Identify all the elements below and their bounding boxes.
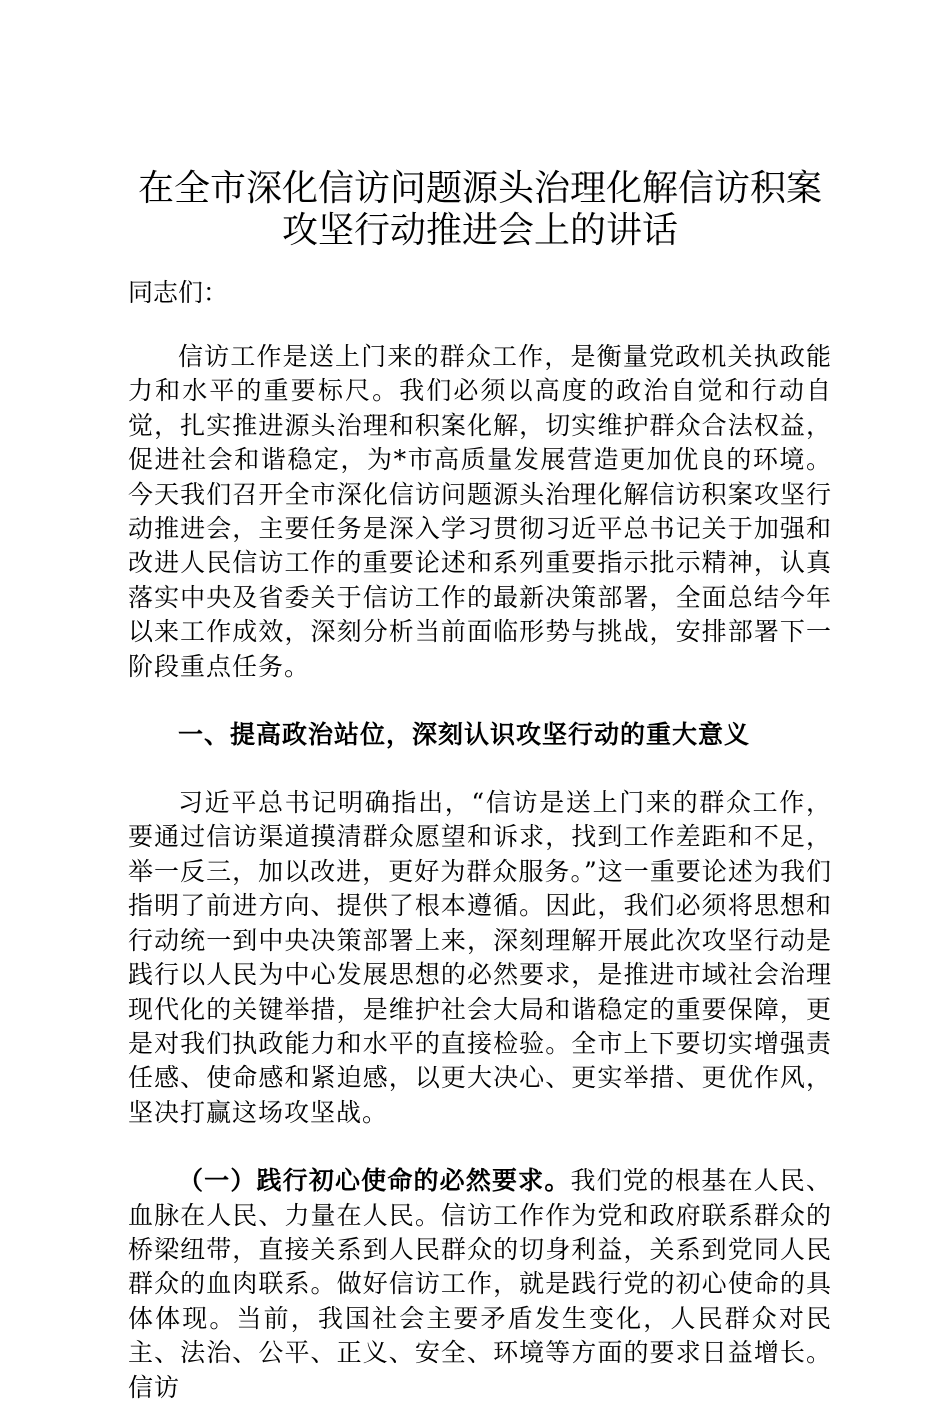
intro-paragraph: 信访工作是送上门来的群众工作，是衡量党政机关执政能力和水平的重要标尺。我们必须以高度的政治自觉和行动自觉，扎实推进源头治理和积案化解，切实维护群众合法权益，促进社会和谐稳定，为*市高质量发展营造更加优良的环境。今天我们召开全市深化信访问题源头治理化解信访积案攻坚行动推进会，主要任务是深入学习贯彻习近平总书记关于加强和改进人民信访工作的重要论述和系列重要指示批示精神，认真落实中央及省委关于信访工作的最新决策部署，全面总结今年以来工作成效，深刻分析当前面临形势与挑战，安排部署下一阶段重点任务。 [128,342,832,681]
subsection-1-body: 我们党的根基在人民、血脉在人民、力量在人民。信访工作作为党和政府联系群众的桥梁纽带，直接关系到人民群众的切身利益，关系到党同人民群众的血肉联系。做好信访工作，就是践行党的初心使命的具体体现。当前，我国社会主要矛盾发生变化，人民群众对民主、法治、公平、正义、安全、环境等方面的要求日益增长。信访 [128,1166,832,1402]
subsection-1-lead: （一）践行初心使命的必然要求。 [178,1166,571,1196]
greeting: 同志们： [128,278,229,307]
subsection-1-paragraph [128,1164,832,1405]
document-title: 在全市深化信访问题源头治理化解信访积案攻坚行动推进会上的讲话 [137,168,822,251]
section-heading-1: 一、提高政治站位，深刻认识攻坚行动的重大意义 [178,720,751,750]
section-1-paragraph: 习近平总书记明确指出，“信访是送上门来的群众工作，要通过信访渠道摸清群众愿望和诉求，找到工作差距和不足，举一反三，加以改进，更好为群众服务。”这一重要论述为我们指明了前进方向、提供了根本遵循。因此，我们必须将思想和行动统一到中央决策部署上来，深刻理解开展此次攻坚行动是践行以人民为中心发展思想的必然要求，是推进市域社会治理现代化的关键举措，是维护社会大局和谐稳定的重要保障，更是对我们执政能力和水平的直接检验。全市上下要切实增强责任感、使命感和紧迫感，以更大决心、更实举措、更优作风，坚决打赢这场攻坚战。 [128,788,832,1127]
